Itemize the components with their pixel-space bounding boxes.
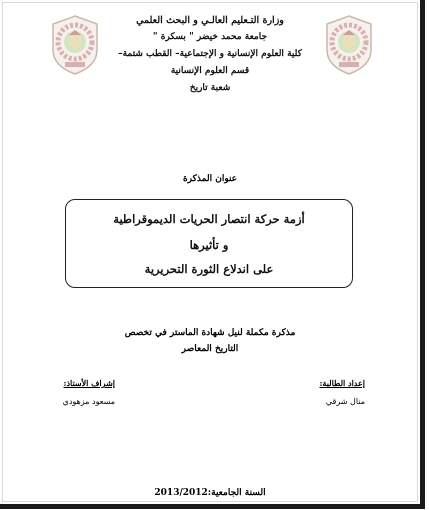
university-logo-right [322,14,376,76]
institution-header [100,12,320,97]
thesis-title-line-1: أزمة حركة انتصار الحريات الديموقراطية [113,212,305,226]
degree-line-1: مذكرة مكملة لنيل شهادة الماستر في تخصص [124,328,296,338]
thesis-title-line-3: على اندلاع الثورة التحريرية [144,262,274,276]
academic-year-label: السنة الجامعية: [207,488,266,498]
student-label: إعداد الطالبة: [319,378,365,388]
department-name: قسم العلوم الإنسانية [170,66,250,76]
supervisor-block [35,378,115,406]
thesis-title-line-2: و تأثيرها [189,238,229,252]
branch-name: شعبة تاريخ [189,83,231,93]
supervisor-label: إشراف الأستاذ: [63,378,115,388]
student-name: منال شرقي [325,397,365,406]
thesis-title-label: عنوان المذكرة [182,174,238,184]
university-logo-left [48,14,102,76]
university-name: جامعة محمد خيضر " بسكرة " [152,32,268,42]
supervisor-name: مسعود مزهودي [62,397,115,406]
academic-year [0,488,420,498]
degree-statement [0,325,420,357]
ministry-name: وزارة التـعليم العالـي و البحث العلمي [136,15,284,26]
degree-line-2: التاريخ المعاصر [181,344,239,354]
academic-year-value: 2013/2012 [154,488,208,498]
faculty-name: كلية العلوم الإنسانية و الإجتماعية– القطب شتمة– [118,49,302,59]
thesis-title-box [65,199,353,288]
student-block [300,378,365,406]
